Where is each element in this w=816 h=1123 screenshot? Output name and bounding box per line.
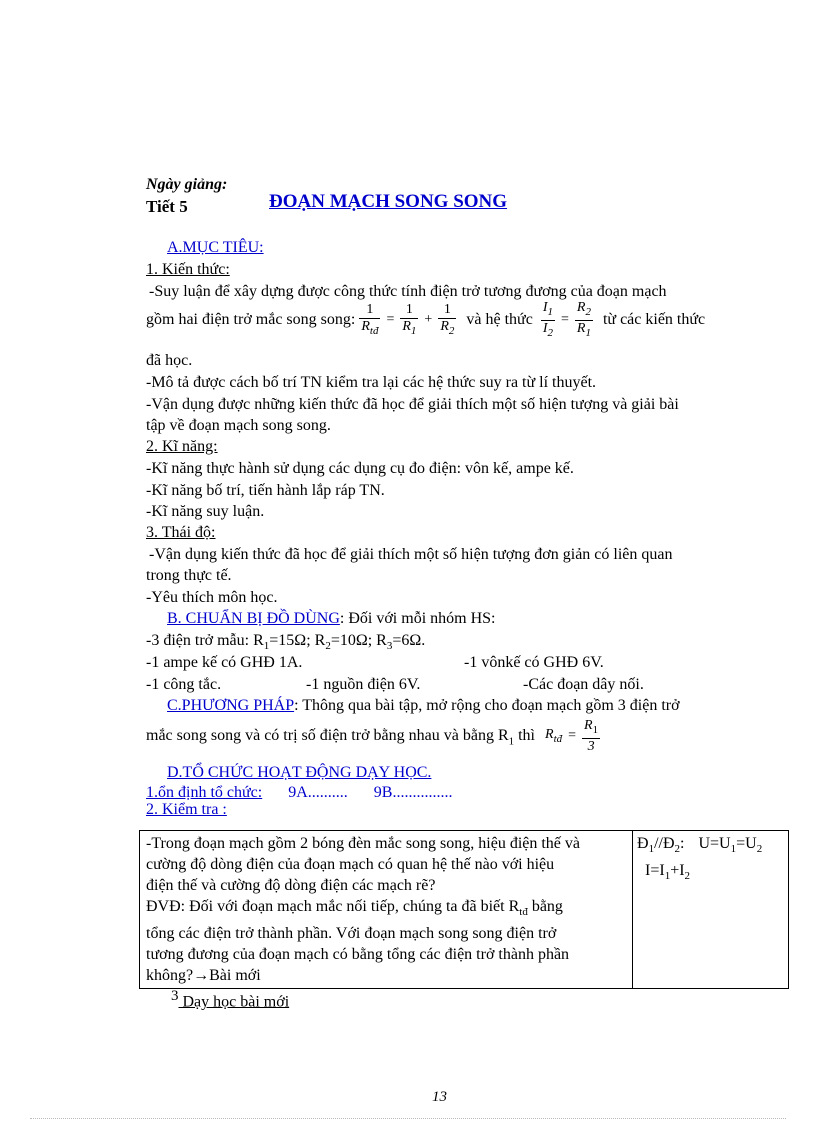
step-3-line [171, 986, 289, 1012]
plus-sign: + [424, 312, 433, 328]
fraction-numerator: $R_1$ [582, 718, 600, 739]
fraction-1-over-rtd [359, 302, 380, 339]
formula-rtd-equals: $R_{tđ}$ [545, 726, 563, 745]
switch-item: -1 công tắc. [146, 676, 222, 693]
skills-line-2: -Kĩ năng bố trí, tiến hành lắp ráp TN. [146, 482, 385, 499]
knowledge-line-3: đã học. [146, 352, 193, 369]
section-c-line-1 [167, 695, 680, 716]
fraction-r2-over-r1 [575, 300, 593, 341]
fraction-1-over-r1 [400, 302, 418, 339]
formula-mid-text: và hệ thức [466, 310, 533, 328]
fraction-denominator: $R_1$ [576, 320, 591, 339]
fraction-numerator: 1 [438, 302, 456, 319]
fraction-r1-over-3 [582, 718, 600, 755]
lesson-title: ĐOẠN MẠCH SONG SONG [269, 191, 508, 212]
attitude-line-1: -Vận dụng kiến thức đã học để giải thích một số hiện tượng đơn giản có liên quan [149, 546, 673, 563]
fraction-denominator: $R_{tđ}$ [361, 318, 379, 337]
fraction-denominator: $R_2$ [440, 318, 455, 337]
resistors-line: -3 điện trở mẫu: $R_1=15\Omega$; $R_2=10\Omega$; $R_3=6\Omega$. [146, 632, 426, 653]
section-a-heading: A.MỤC TIÊU: [167, 239, 264, 256]
knowledge-formula-line [146, 300, 705, 341]
voltmeter-item: -1 vônkế có GHĐ 6V. [464, 654, 604, 671]
table-row [140, 831, 789, 989]
fraction-i1-over-i2 [541, 300, 555, 341]
fraction-numerator: 1 [359, 302, 380, 319]
skills-line-3: -Kĩ năng suy luận. [146, 503, 265, 520]
knowledge-line-4: -Mô tả được cách bố trí TN kiểm tra lại các hệ thức suy ra từ lí thuyết. [146, 374, 597, 391]
knowledge-line-1: -Suy luận để xây dựng được công thức tính điện trở tương đương của đoạn mạch [149, 283, 667, 300]
section-b-tail: : Đối với mỗi nhóm HS: [339, 610, 496, 627]
attitude-heading: 3. Thái độ: [146, 524, 216, 541]
period-label: Tiết 5 [146, 197, 188, 216]
equals-sign: = [386, 312, 395, 328]
ammeter-item: -1 ampe kế có GHĐ 1A. [146, 654, 303, 671]
question-cell: -Trong đoạn mạch gồm 2 bóng đèn mắc song song, hiệu điện thế và cường độ dòng điện của đoạn mạch có quan hệ thế nào với hiệu điện thế và cường độ dòng điện các mạch rẽ? ĐVĐ: Đối với đoạn mạch mắc nối tiếp, chúng ta đã biết $R_{tđ}$ bằng tổng các điện trở thành phần. Với đoạn mạch song song điện trở tương đương của đoạn mạch có bằng tổng các điện trở thành phần không?→Bài mới [140, 831, 633, 989]
formula-intro-text: gồm hai điện trở mắc song song: [146, 310, 356, 328]
class-9a: 9A.......... [288, 784, 348, 801]
skills-line-1: -Kĩ năng thực hành sử dụng các dụng cụ đo điện: vôn kế, ampe kế. [146, 460, 574, 477]
knowledge-heading: 1. Kiến thức: [146, 261, 230, 278]
knowledge-line-5: -Vận dụng được những kiến thức đã học để giải thích một số hiện tượng và giải bài [146, 396, 679, 413]
bottom-divider [30, 1118, 786, 1119]
fraction-1-over-r2 [438, 302, 456, 339]
equals-sign: = [560, 312, 569, 328]
section-c-heading: C.PHƯƠNG PHÁP [167, 697, 295, 714]
skills-heading: 2. Kĩ năng: [146, 438, 218, 455]
equals-sign: = [568, 728, 577, 744]
step-3-label: Dạy học bài mới [178, 993, 290, 1011]
fraction-numerator: $R_2$ [575, 300, 593, 321]
section-b-heading: B. CHUẨN BỊ ĐỒ DÙNG [167, 610, 340, 627]
section-d-heading: D.TỔ CHỨC HOẠT ĐỘNG DẠY HỌC. [167, 764, 432, 781]
step-2-label: 2. Kiểm tra : [146, 801, 227, 818]
fraction-denominator: 3 [587, 738, 595, 754]
step-3-number: 3 [171, 988, 179, 1004]
section-c-line-2: mắc song song và có trị số điện trở bằng nhau và bằng $R_1$ thì $R_{tđ}$ = $\frac{R_1}{3}$ [146, 718, 599, 754]
formula-post-text: từ các kiến thức [602, 310, 706, 328]
source-item: -1 nguồn điện 6V. [306, 676, 421, 693]
fraction-numerator: 1 [400, 302, 418, 319]
check-table [139, 830, 789, 989]
date-label: Ngày giảng: [146, 176, 228, 193]
class-9b: 9B............... [373, 784, 453, 801]
fraction-denominator: $R_1$ [402, 318, 417, 337]
section-c-text: : Thông qua bài tập, mở rộng cho đoạn mạch gồm 3 điện trở [294, 697, 680, 714]
attitude-line-2: trong thực tế. [146, 567, 232, 584]
fraction-numerator: $I_1$ [541, 300, 555, 321]
wires-item: -Các đoạn dây nối. [523, 676, 644, 693]
fraction-denominator: $I_2$ [542, 320, 553, 339]
answer-cell: $Đ_1//Đ_2$: $U=U_1=U_2$ $I=I_1+I_2$ [633, 831, 789, 989]
step-1-label: 1.ổn định tổ chức: [146, 784, 263, 801]
section-b-line [167, 608, 495, 629]
knowledge-line-6: tập về đoạn mạch song song. [146, 417, 331, 434]
attitude-line-3: -Yêu thích môn học. [146, 589, 278, 606]
page-number: 13 [432, 1089, 447, 1105]
